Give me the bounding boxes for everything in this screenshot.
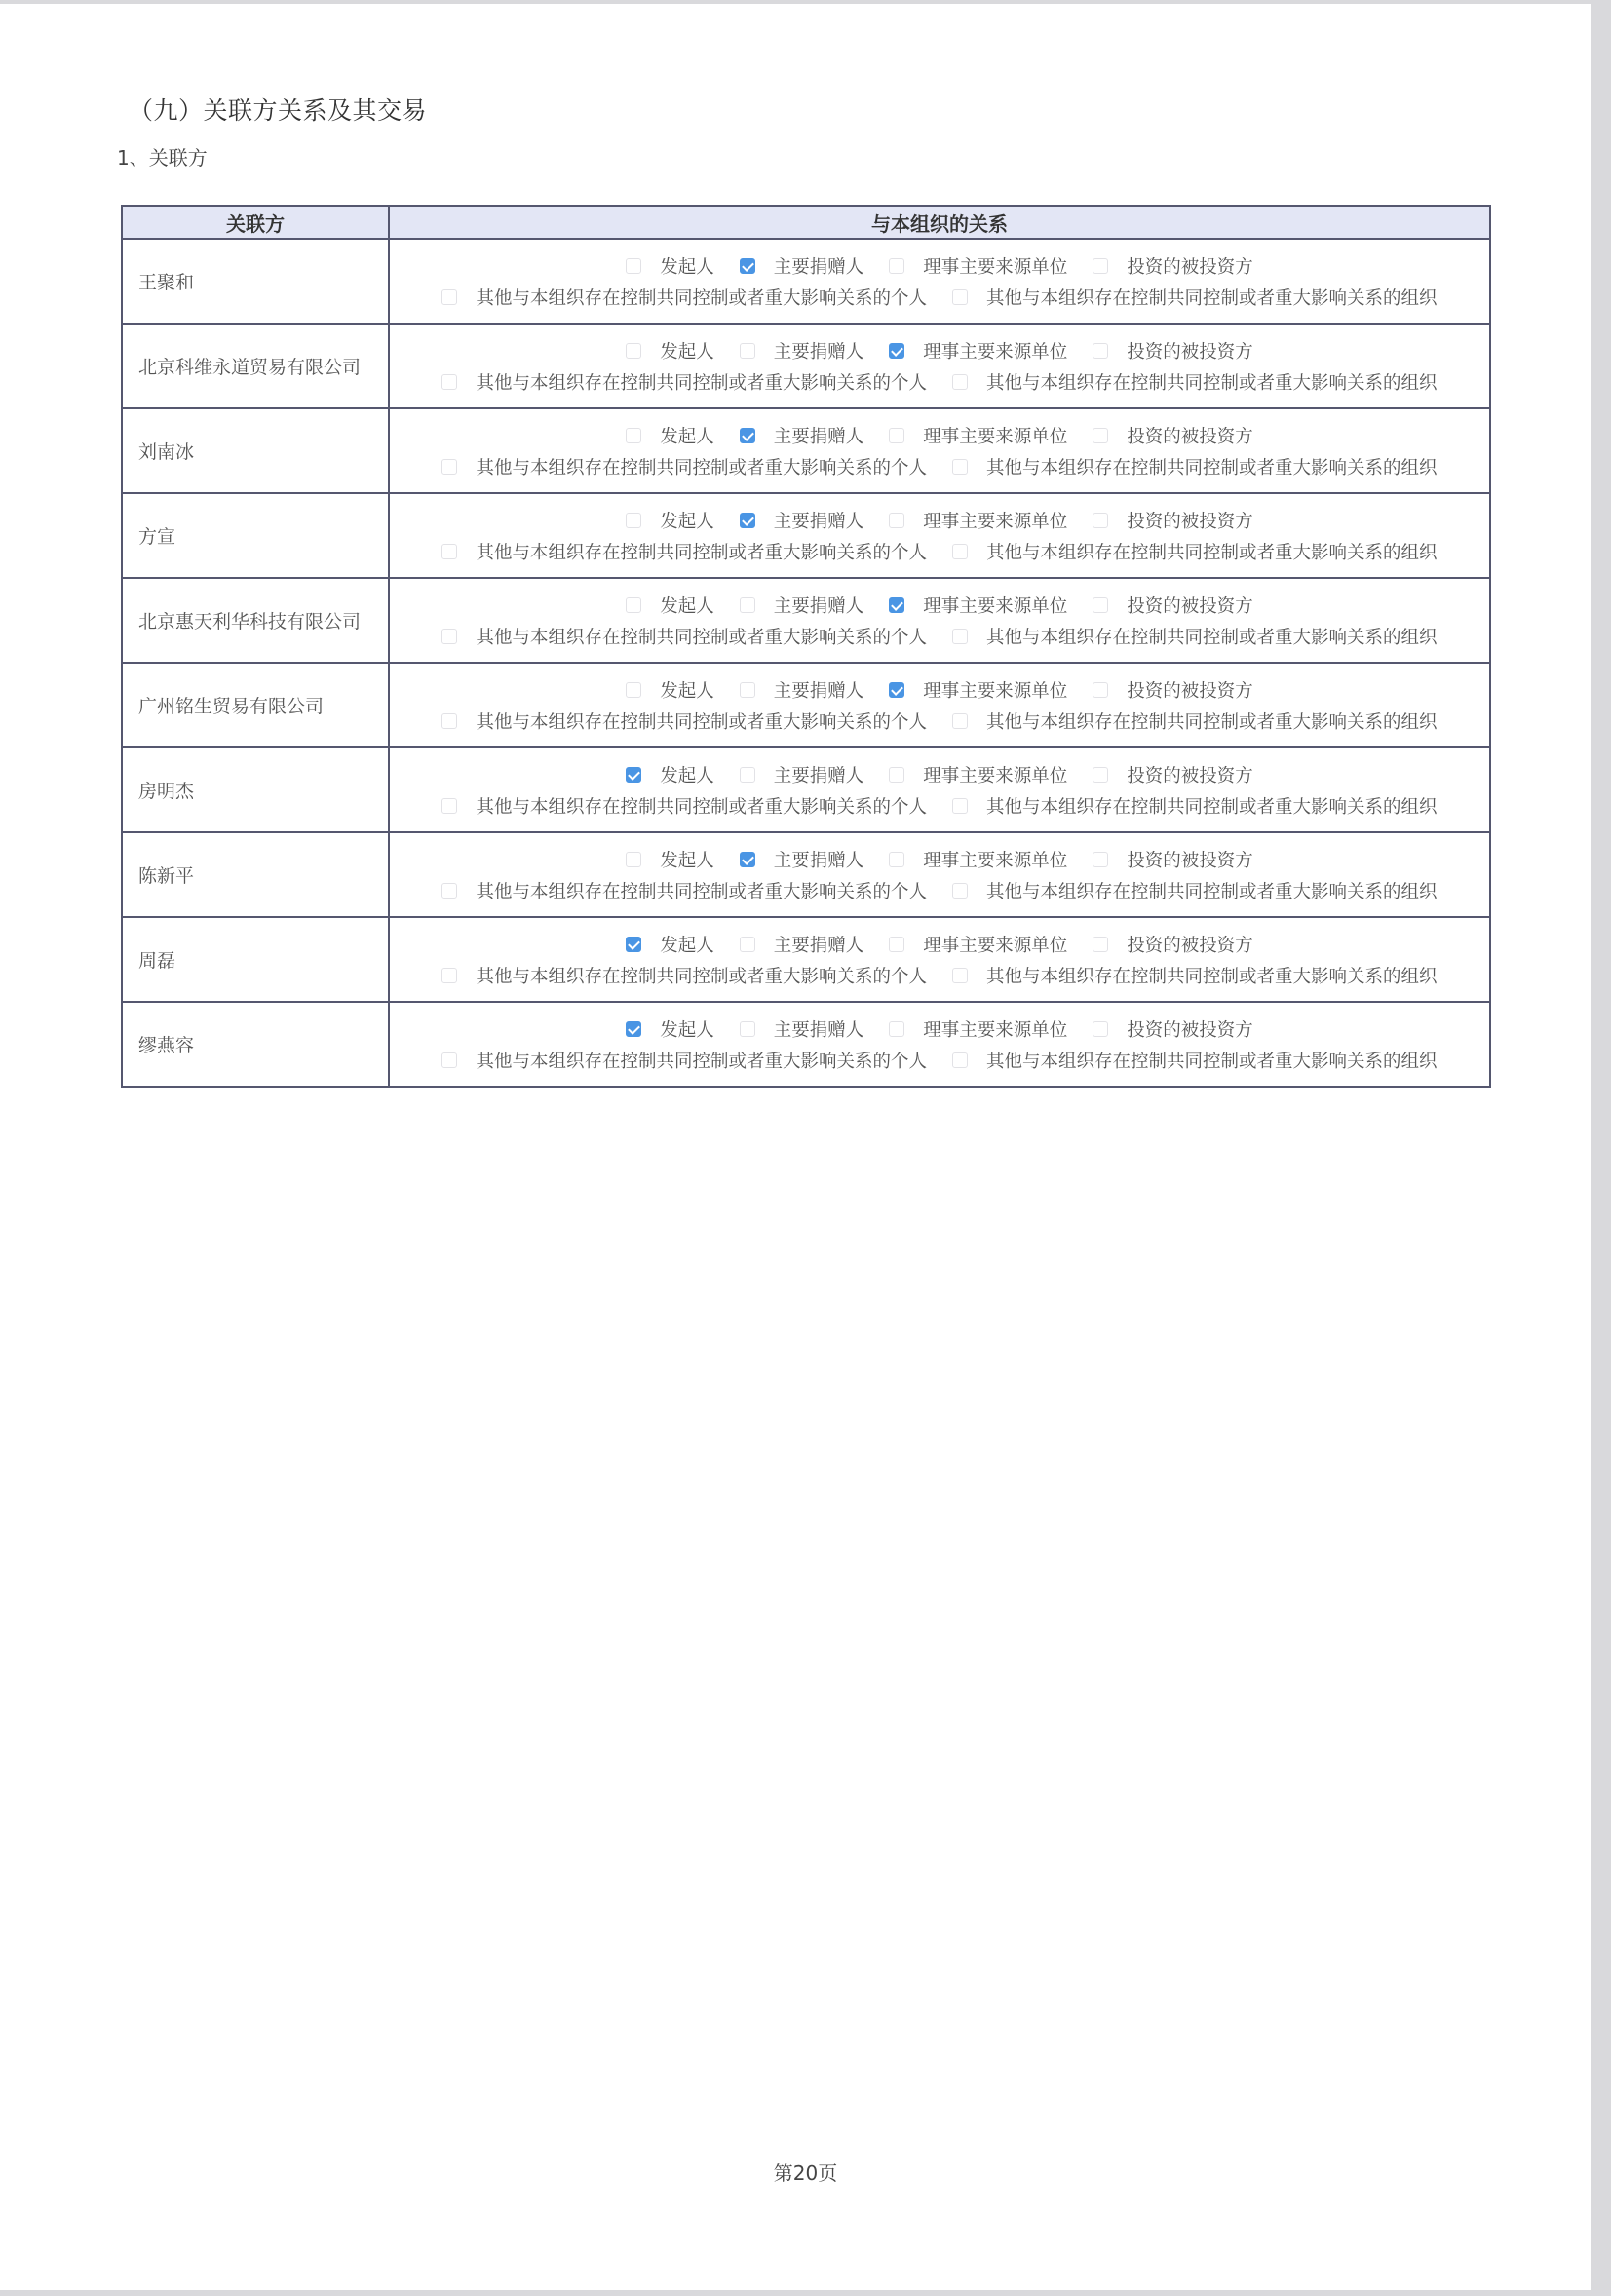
page-number: 第20页 (773, 2162, 838, 2185)
relationship-option (952, 285, 1438, 310)
relationship-option (889, 338, 1067, 364)
checked-checkbox[interactable] (889, 682, 904, 698)
related-party-name: 王聚和 (122, 239, 389, 324)
option-label: 发起人 (660, 1019, 714, 1041)
option-label: 投资的被投资方 (1127, 850, 1253, 871)
option-label: 发起人 (660, 595, 714, 617)
relationship-option (740, 253, 864, 279)
unchecked-checkbox[interactable] (952, 459, 968, 475)
relationship-option (952, 454, 1438, 479)
table-row (122, 1002, 1490, 1087)
checked-checkbox[interactable] (740, 852, 755, 867)
unchecked-checkbox[interactable] (1093, 767, 1108, 783)
relationship-option (441, 1048, 927, 1073)
unchecked-checkbox[interactable] (740, 1021, 755, 1037)
relationship-option (626, 253, 714, 279)
unchecked-checkbox[interactable] (740, 343, 755, 359)
unchecked-checkbox[interactable] (1093, 513, 1108, 528)
relationship-option (889, 508, 1067, 533)
relationship-option (1093, 593, 1253, 618)
option-label: 投资的被投资方 (1127, 680, 1253, 702)
unchecked-checkbox[interactable] (441, 968, 457, 983)
relationship-option (889, 423, 1067, 448)
relationship-option (1093, 847, 1253, 872)
option-label: 理事主要来源单位 (923, 595, 1068, 617)
option-label: 投资的被投资方 (1127, 595, 1253, 617)
relationship-option (1093, 338, 1253, 364)
unchecked-checkbox[interactable] (626, 428, 641, 443)
option-label: 其他与本组织存在控制共同控制或者重大影响关系的组织 (986, 287, 1438, 309)
relationship-option (952, 539, 1438, 564)
related-party-name: 方宣 (122, 493, 389, 578)
section-title: （九）关联方关系及其交易 (129, 96, 428, 125)
relationship-cell (389, 747, 1490, 832)
unchecked-checkbox[interactable] (889, 937, 904, 952)
unchecked-checkbox[interactable] (441, 798, 457, 814)
checked-checkbox[interactable] (889, 343, 904, 359)
unchecked-checkbox[interactable] (952, 289, 968, 305)
unchecked-checkbox[interactable] (952, 1052, 968, 1068)
relationship-option (441, 539, 927, 564)
relationship-option (1093, 932, 1253, 957)
option-label: 其他与本组织存在控制共同控制或者重大影响关系的组织 (986, 457, 1438, 478)
unchecked-checkbox[interactable] (441, 374, 457, 390)
relationship-option (740, 677, 864, 703)
relationship-option (626, 593, 714, 618)
relationship-option (952, 793, 1438, 819)
unchecked-checkbox[interactable] (889, 258, 904, 274)
unchecked-checkbox[interactable] (1093, 937, 1108, 952)
relationship-option (889, 593, 1067, 618)
option-label: 投资的被投资方 (1127, 765, 1253, 786)
table-row (122, 832, 1490, 917)
relationship-option (1093, 677, 1253, 703)
related-party-table (121, 205, 1491, 1088)
unchecked-checkbox[interactable] (952, 629, 968, 644)
option-label: 发起人 (660, 511, 714, 532)
table-row (122, 578, 1490, 663)
relationship-cell (389, 663, 1490, 747)
table-row (122, 239, 1490, 324)
unchecked-checkbox[interactable] (740, 597, 755, 613)
unchecked-checkbox[interactable] (1093, 428, 1108, 443)
option-label: 理事主要来源单位 (923, 426, 1068, 447)
option-label: 理事主要来源单位 (923, 680, 1068, 702)
relationship-option (740, 932, 864, 957)
unchecked-checkbox[interactable] (441, 1052, 457, 1068)
checked-checkbox[interactable] (626, 937, 641, 952)
option-label: 其他与本组织存在控制共同控制或者重大影响关系的个人 (476, 542, 927, 563)
relationship-option (626, 338, 714, 364)
option-label: 其他与本组织存在控制共同控制或者重大影响关系的组织 (986, 711, 1438, 733)
unchecked-checkbox[interactable] (626, 597, 641, 613)
relationship-option (952, 878, 1438, 903)
option-label: 主要捐赠人 (773, 426, 864, 447)
unchecked-checkbox[interactable] (952, 713, 968, 729)
unchecked-checkbox[interactable] (626, 852, 641, 867)
table-header-row (122, 206, 1490, 239)
relationship-option (1093, 508, 1253, 533)
table-row (122, 493, 1490, 578)
relationship-option (441, 624, 927, 649)
unchecked-checkbox[interactable] (626, 682, 641, 698)
relationship-option (626, 932, 714, 957)
relationship-option (740, 508, 864, 533)
related-party-name: 北京科维永道贸易有限公司 (122, 324, 389, 408)
option-label: 发起人 (660, 341, 714, 363)
unchecked-checkbox[interactable] (1093, 343, 1108, 359)
table-row (122, 324, 1490, 408)
option-label: 理事主要来源单位 (923, 935, 1068, 956)
relationship-option (441, 963, 927, 988)
unchecked-checkbox[interactable] (952, 883, 968, 899)
relationship-option (626, 762, 714, 787)
unchecked-checkbox[interactable] (441, 289, 457, 305)
relationship-cell (389, 324, 1490, 408)
option-label: 发起人 (660, 256, 714, 278)
option-label: 投资的被投资方 (1127, 1019, 1253, 1041)
unchecked-checkbox[interactable] (626, 258, 641, 274)
relationship-option (952, 624, 1438, 649)
option-label: 理事主要来源单位 (923, 850, 1068, 871)
table-row (122, 917, 1490, 1002)
unchecked-checkbox[interactable] (952, 798, 968, 814)
relationship-option (626, 1016, 714, 1042)
unchecked-checkbox[interactable] (889, 852, 904, 867)
relationship-option (740, 1016, 864, 1042)
relationship-option (626, 423, 714, 448)
relationship-option (441, 708, 927, 734)
relationship-option (952, 369, 1438, 395)
unchecked-checkbox[interactable] (441, 629, 457, 644)
option-label: 其他与本组织存在控制共同控制或者重大影响关系的个人 (476, 287, 927, 309)
option-label: 其他与本组织存在控制共同控制或者重大影响关系的个人 (476, 372, 927, 394)
relationship-option (889, 847, 1067, 872)
option-label: 投资的被投资方 (1127, 511, 1253, 532)
option-label: 其他与本组织存在控制共同控制或者重大影响关系的组织 (986, 881, 1438, 902)
relationship-option (441, 369, 927, 395)
unchecked-checkbox[interactable] (889, 513, 904, 528)
table-row (122, 408, 1490, 493)
related-party-name: 房明杰 (122, 747, 389, 832)
relationship-option (1093, 253, 1253, 279)
option-label: 其他与本组织存在控制共同控制或者重大影响关系的组织 (986, 796, 1438, 818)
option-label: 主要捐赠人 (773, 595, 864, 617)
relationship-option (626, 508, 714, 533)
relationship-option (1093, 762, 1253, 787)
checked-checkbox[interactable] (740, 513, 755, 528)
option-label: 发起人 (660, 426, 714, 447)
option-label: 其他与本组织存在控制共同控制或者重大影响关系的组织 (986, 372, 1438, 394)
table-row (122, 663, 1490, 747)
unchecked-checkbox[interactable] (441, 544, 457, 559)
unchecked-checkbox[interactable] (740, 767, 755, 783)
option-label: 主要捐赠人 (773, 1019, 864, 1041)
option-label: 其他与本组织存在控制共同控制或者重大影响关系的个人 (476, 881, 927, 902)
related-party-name: 陈新平 (122, 832, 389, 917)
unchecked-checkbox[interactable] (441, 883, 457, 899)
option-label: 投资的被投资方 (1127, 935, 1253, 956)
option-label: 主要捐赠人 (773, 341, 864, 363)
relationship-option (952, 708, 1438, 734)
relationship-cell (389, 493, 1490, 578)
relationship-option (441, 454, 927, 479)
option-label: 主要捐赠人 (773, 935, 864, 956)
related-party-name: 北京惠天利华科技有限公司 (122, 578, 389, 663)
relationship-cell (389, 408, 1490, 493)
relationship-option (1093, 423, 1253, 448)
option-label: 主要捐赠人 (773, 850, 864, 871)
relationship-cell (389, 239, 1490, 324)
option-label: 发起人 (660, 680, 714, 702)
option-label: 其他与本组织存在控制共同控制或者重大影响关系的个人 (476, 966, 927, 987)
unchecked-checkbox[interactable] (626, 513, 641, 528)
relationship-option (740, 762, 864, 787)
option-label: 其他与本组织存在控制共同控制或者重大影响关系的组织 (986, 627, 1438, 648)
option-label: 主要捐赠人 (773, 680, 864, 702)
option-label: 主要捐赠人 (773, 765, 864, 786)
relationship-option (740, 593, 864, 618)
option-label: 理事主要来源单位 (923, 765, 1068, 786)
sub-title: 1、关联方 (117, 146, 208, 170)
relationship-option (626, 677, 714, 703)
option-label: 理事主要来源单位 (923, 256, 1068, 278)
relationship-option (441, 285, 927, 310)
table-row (122, 747, 1490, 832)
option-label: 其他与本组织存在控制共同控制或者重大影响关系的组织 (986, 966, 1438, 987)
option-label: 其他与本组织存在控制共同控制或者重大影响关系的个人 (476, 627, 927, 648)
unchecked-checkbox[interactable] (1093, 597, 1108, 613)
relationship-cell (389, 578, 1490, 663)
relationship-option (889, 1016, 1067, 1042)
document-page (0, 4, 1591, 2290)
unchecked-checkbox[interactable] (889, 767, 904, 783)
relationship-option (952, 1048, 1438, 1073)
option-label: 理事主要来源单位 (923, 511, 1068, 532)
unchecked-checkbox[interactable] (626, 343, 641, 359)
relationship-cell (389, 1002, 1490, 1087)
checked-checkbox[interactable] (889, 597, 904, 613)
checked-checkbox[interactable] (626, 1021, 641, 1037)
relationship-cell (389, 832, 1490, 917)
relationship-option (441, 793, 927, 819)
unchecked-checkbox[interactable] (1093, 852, 1108, 867)
relationship-option (740, 847, 864, 872)
unchecked-checkbox[interactable] (889, 1021, 904, 1037)
relationship-option (889, 762, 1067, 787)
checked-checkbox[interactable] (626, 767, 641, 783)
option-label: 主要捐赠人 (773, 256, 864, 278)
option-label: 其他与本组织存在控制共同控制或者重大影响关系的个人 (476, 457, 927, 478)
option-label: 其他与本组织存在控制共同控制或者重大影响关系的个人 (476, 1051, 927, 1072)
option-label: 投资的被投资方 (1127, 426, 1253, 447)
option-label: 其他与本组织存在控制共同控制或者重大影响关系的个人 (476, 796, 927, 818)
related-party-name: 周磊 (122, 917, 389, 1002)
relationship-option (441, 878, 927, 903)
option-label: 发起人 (660, 765, 714, 786)
unchecked-checkbox[interactable] (1093, 258, 1108, 274)
option-label: 其他与本组织存在控制共同控制或者重大影响关系的组织 (986, 542, 1438, 563)
unchecked-checkbox[interactable] (740, 937, 755, 952)
option-label: 发起人 (660, 850, 714, 871)
relationship-option (889, 677, 1067, 703)
unchecked-checkbox[interactable] (441, 713, 457, 729)
relationship-option (889, 253, 1067, 279)
relationship-option (740, 423, 864, 448)
related-party-name: 刘南冰 (122, 408, 389, 493)
option-label: 其他与本组织存在控制共同控制或者重大影响关系的组织 (986, 1051, 1438, 1072)
relationship-option (1093, 1016, 1253, 1042)
unchecked-checkbox[interactable] (889, 428, 904, 443)
option-label: 理事主要来源单位 (923, 341, 1068, 363)
relationship-option (889, 932, 1067, 957)
option-label: 投资的被投资方 (1127, 341, 1253, 363)
unchecked-checkbox[interactable] (1093, 682, 1108, 698)
unchecked-checkbox[interactable] (952, 374, 968, 390)
relationship-option (740, 338, 864, 364)
header-relationship: 与本组织的关系 (389, 206, 1490, 239)
header-related-party: 关联方 (122, 206, 389, 239)
unchecked-checkbox[interactable] (952, 968, 968, 983)
relationship-cell (389, 917, 1490, 1002)
unchecked-checkbox[interactable] (441, 459, 457, 475)
table-body (122, 239, 1490, 1087)
unchecked-checkbox[interactable] (740, 682, 755, 698)
related-party-name: 缪燕容 (122, 1002, 389, 1087)
checked-checkbox[interactable] (740, 258, 755, 274)
option-label: 发起人 (660, 935, 714, 956)
relationship-option (952, 963, 1438, 988)
related-party-name: 广州铭生贸易有限公司 (122, 663, 389, 747)
checked-checkbox[interactable] (740, 428, 755, 443)
unchecked-checkbox[interactable] (1093, 1021, 1108, 1037)
option-label: 理事主要来源单位 (923, 1019, 1068, 1041)
option-label: 投资的被投资方 (1127, 256, 1253, 278)
option-label: 其他与本组织存在控制共同控制或者重大影响关系的个人 (476, 711, 927, 733)
relationship-option (626, 847, 714, 872)
unchecked-checkbox[interactable] (952, 544, 968, 559)
option-label: 主要捐赠人 (773, 511, 864, 532)
